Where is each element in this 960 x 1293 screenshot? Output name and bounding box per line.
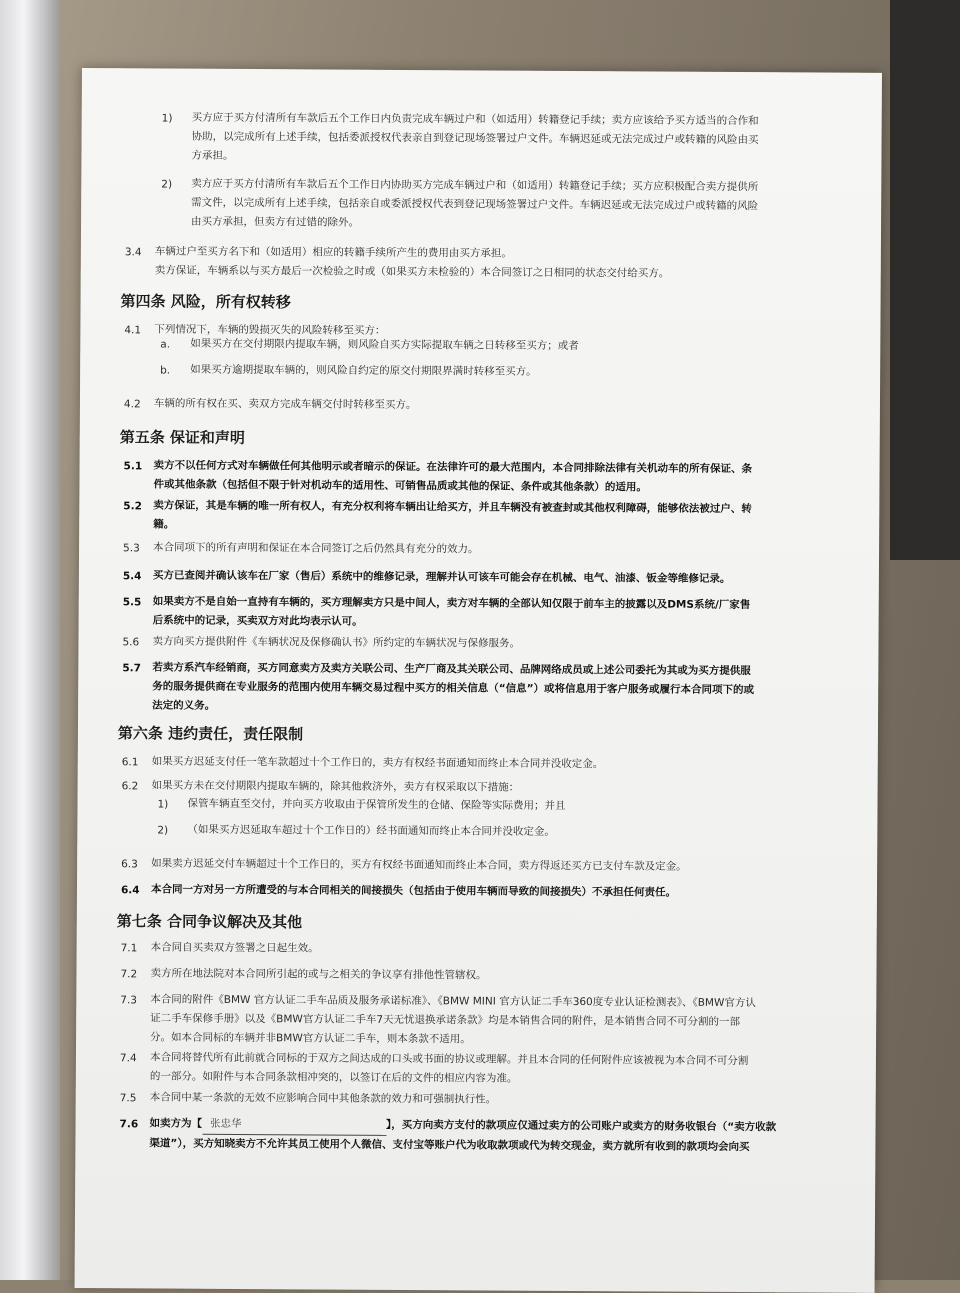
item-number: 1) bbox=[157, 798, 169, 811]
clause-number: 4.1 bbox=[124, 324, 142, 337]
clause-number: 7.3 bbox=[120, 994, 138, 1007]
clause-text: 本合同的附件《BMW 官方认证二手车品质及服务承诺标准》、《BMW MINI 官方认证二手车360度专业认证检测表》、《BMW官方认 证二手车保修手册》以及《BMW官方认证二手车7天无忧退换承诺条款》均是本销售合同的附件，是本销售合同不可分割的一部 分。如本合同标的车辆并非BMW官方认证二手车，则本条款不适用。 bbox=[150, 993, 756, 1046]
section-title: 第七条 合同争议解决及其他 bbox=[116, 912, 303, 932]
item-number: 2) bbox=[161, 178, 173, 191]
item-text: （如果买方迟延取车超过十个工作日的）经书面通知而终止本合同并没收定金。 bbox=[187, 823, 555, 838]
clause-number: 7.6 bbox=[119, 1118, 139, 1131]
clause-text: 车辆的所有权在买、卖双方完成车辆交付时转移至买方。 bbox=[153, 397, 417, 412]
contract-page bbox=[75, 68, 882, 1293]
item-number: 2) bbox=[157, 824, 169, 837]
seller-name-field: 张忠华 bbox=[202, 1115, 386, 1136]
clause-number: 5.6 bbox=[122, 636, 140, 649]
clause-number: 5.3 bbox=[123, 542, 140, 555]
clause-text: 卖方保证，其是车辆的唯一所有权人，有充分权利将车辆出让给买方，并且车辆没有被查封或其他权利障碍，能够依法被过户、转 籍。 bbox=[153, 499, 752, 531]
clause-number: 6.1 bbox=[121, 756, 139, 769]
clause-text: 本合同中某一条款的无效不应影响合同中其他条款的效力和可强制执行性。 bbox=[149, 1091, 497, 1106]
clause-text: 本合同项下的所有声明和保证在本合同签订之后仍然具有充分的效力。 bbox=[153, 541, 479, 556]
clause-number: 7.2 bbox=[120, 968, 138, 981]
section-title: 第四条 风险，所有权转移 bbox=[120, 292, 291, 312]
item-number: b. bbox=[160, 364, 171, 377]
clause-number: 7.5 bbox=[119, 1092, 137, 1105]
clause-number: 5.2 bbox=[123, 500, 142, 513]
clause-text: 卖方不以任何方式对车辆做任何其他明示或者暗示的保证。在法律许可的最大范围内，本合同排除法律有关机动车的所有保证、条 件或其他条款（包括但不限于针对机动车的适用性、可销售品质或其他的保证、条件或其他条款）的适用。 bbox=[153, 459, 753, 494]
item-text: 如果买方逾期提取车辆的，则风险自约定的原交付期限界满时转移至买方。 bbox=[190, 363, 537, 378]
clause-text: 如卖方为【 张忠华 】，买方向卖方支付的款项应仅通过卖方的公司账户或卖方的财务收银台（“卖方收款 渠道”），买方知晓卖方不允许其员工使用个人微信、支付宝等账户代为收取款项或代为转交现金，卖方就所有收到的款项均会向买 bbox=[149, 1114, 776, 1157]
clause-number: 6.2 bbox=[121, 780, 139, 793]
clause-text: 本合同将替代所有此前就合同标的于双方之间达成的口头或书面的协议或理解。并且本合同的任何附件应该被视为本合同不可分割 的一部分。如附件与本合同条款相冲突的，以签订在后的文件的相应内容为准。 bbox=[149, 1051, 749, 1085]
item-text: 保管车辆直至交付，并向买方收取由于保管所发生的仓储、保险等实际费用；并且 bbox=[187, 797, 566, 812]
clause-text: 本合同一方对另一方所遭受的与本合同相关的间接损失（包括由于使用车辆而导致的间接损失）不承担任何责任。 bbox=[150, 883, 677, 899]
binder-edge bbox=[0, 0, 60, 1280]
clause-text: 如果买方迟延支付任一笔车款超过十个工作日的，卖方有权经书面通知而终止本合同并没收定金。 bbox=[151, 755, 604, 771]
clause-text: 卖方向买方提供附件《车辆状况及保修确认书》所约定的车辆状况与保修服务。 bbox=[152, 635, 521, 650]
clause-number: 7.4 bbox=[119, 1052, 137, 1065]
clause-number: 6.4 bbox=[120, 884, 140, 897]
clause-text: 本合同自买卖双方签署之日起生效。 bbox=[150, 941, 319, 955]
clause-number: 5.5 bbox=[122, 596, 142, 609]
dark-object bbox=[890, 0, 960, 560]
clause-number: 5.4 bbox=[122, 570, 142, 583]
clause-text: 车辆过户至买方名下和（如适用）相应的转籍手续所产生的费用由买方承担。 卖方保证，车辆系以与买方最后一次检验之时或（如果买方未检验的）本合同签订之日相同的状态交付给买方。 bbox=[154, 245, 670, 280]
clause-number: 5.7 bbox=[122, 662, 141, 675]
item-number: 1) bbox=[161, 112, 173, 125]
item-text: 如果买方在交付期限内提取车辆，则风险自买方实际提取车辆之日转移至买方；或者 bbox=[190, 337, 579, 353]
section-title: 第五条 保证和声明 bbox=[119, 428, 246, 448]
clause-number: 5.1 bbox=[123, 460, 143, 473]
clause-text: 如果卖方不是自始一直持有车辆的，买方理解卖方只是中间人，卖方对车辆的全部认知仅限于前车主的披露以及DMS系统/厂家售 后系统中的记录，买卖双方对此均表示认可。 bbox=[152, 595, 751, 628]
clause-number: 4.2 bbox=[123, 398, 141, 411]
item-number: a. bbox=[160, 338, 171, 351]
item-text: 买方应于买方付清所有车款后五个工作日内负责完成车辆过户和（如适用）转籍登记手续；卖方应该给予买方适当的合作和 协助，以完成所有上述手续，包括委派授权代表亲自到登记现场签署过户文件。车辆迟延或无法完成过户或转籍的风险由买 方承担。 bbox=[191, 111, 759, 162]
clause-text: 下列情况下，车辆的毁损灭失的风险转移至买方： bbox=[154, 323, 386, 337]
item-text: 卖方应于买方付清所有车款后五个工作日内协助买方完成车辆过户和（如适用）转籍登记手续；买方应积极配合卖方提供所 需文件，以完成所有上述手续，包括亲自或委派授权代表到登记现场签署过户文件。车辆迟延或无法完成过户或转籍的风险 由买方承担，但卖方有过错的除外。 bbox=[191, 177, 759, 229]
clause-text: 卖方所在地法院对本合同所引起的或与之相关的争议享有排他性管辖权。 bbox=[150, 967, 487, 982]
clause-number: 3.4 bbox=[124, 246, 142, 259]
section-title: 第六条 违约责任，责任限制 bbox=[117, 724, 304, 744]
clause-number: 6.3 bbox=[121, 858, 138, 871]
clause-text: 如果买方未在交付期限内提取车辆的，除其他救济外，卖方有权采取以下措施： bbox=[151, 779, 520, 794]
clause-number: 7.1 bbox=[120, 942, 138, 955]
clause-text: 买方已查阅并确认该车在厂家（售后）系统中的维修记录，理解并认可该车可能会存在机械、电气、油漆、钣金等维修记录。 bbox=[152, 569, 731, 585]
clause-text: 如果卖方迟延交付车辆超过十个工作日的，买方有权经书面通知而终止本合同，卖方得返还买方已支付车款及定金。 bbox=[151, 857, 687, 873]
clause-text: 若卖方系汽车经销商，买方同意卖方及卖方关联公司、生产厂商及其关联公司、品牌网络成员或上述公司委托为其或为买方提供服 务的服务提供商在专业服务的范围内使用车辆交易过程中买方的相关信息（“信息”）或将信息用于客户服务或履行本合同项下的或 法定的义务。 bbox=[152, 661, 755, 712]
